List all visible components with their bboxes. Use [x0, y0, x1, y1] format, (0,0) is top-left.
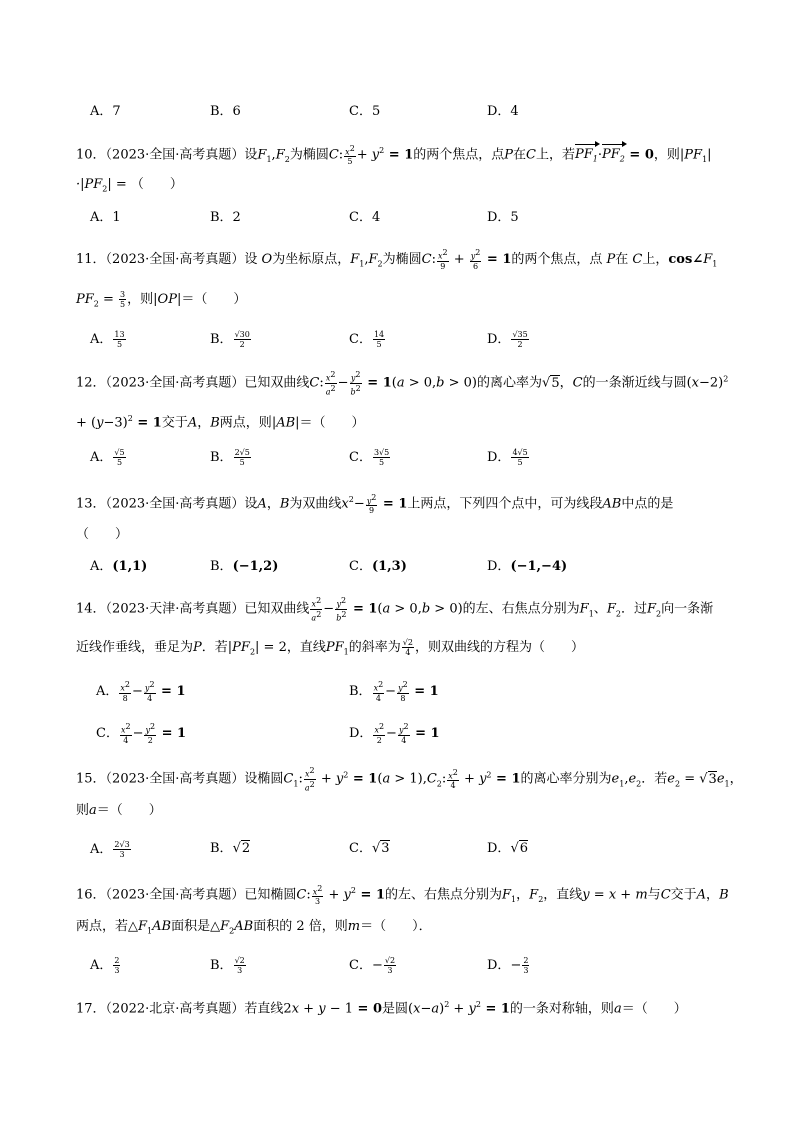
q9-option-b[interactable]: B．6	[210, 104, 241, 119]
q14-option-a[interactable]: A． $\frac{x^2}{8}$ − $\frac{y^2}{4}$ = 1	[96, 680, 186, 703]
q13-option-b[interactable]: B．(−1,2)	[210, 559, 279, 574]
q16-option-a[interactable]: A． $\frac{2}{3}$	[90, 956, 120, 975]
q11-stem-line2: $PF_2$ = $\frac{3}{5}$ ，则|OP|＝（ ）	[76, 290, 247, 309]
q16-stem-line1: 16．（2023·全国·高考真题）已知椭圆C: $\frac{x^2}{3}$ + $y^2 = 1$的左、右焦点分别为$F_1$，$F_2$，直线y = x + m与C交于A，B	[76, 883, 729, 907]
q10-option-c[interactable]: C．4	[349, 210, 381, 225]
q12-stem-line1: 12．（2023·全国·高考真题）已知双曲线C: $\frac{x^2}{a^2}$ − $\frac{y^2}{b^2}$ = 1(a > 0,b > 0)的离心率为√5，C的一条渐近线与圆$(x-2)^2$	[76, 370, 729, 397]
q12-option-b[interactable]: B． $\frac{2√5}{5}$	[210, 448, 250, 467]
q10-stem-line1: 10．（2023·全国·高考真题）设$F_1,F_2$为椭圆C: $\frac{x^2}{5}$ + $y^2 = 1$的两个焦点，点P在C上，若$PF_1\cdot PF_2 = 0$，则$|PF_1|$	[76, 142, 712, 169]
q14-option-d[interactable]: D． $\frac{x^2}{2}$ − $\frac{y^2}{4}$ = 1	[349, 722, 440, 745]
q9-option-a[interactable]: A．7	[90, 104, 121, 119]
q16-option-c[interactable]: C．− $\frac{√2}{3}$	[349, 956, 396, 975]
q14-stem-line1: 14．（2023·天津·高考真题）已知双曲线 $\frac{x^2}{a^2}$ − $\frac{y^2}{b^2}$ = 1(a > 0,b > 0)的左、右焦点分别为$F_1$、$F_2$．过$F_2$向一条渐	[76, 596, 714, 623]
q13-stem-line2: （ ）	[76, 527, 129, 542]
q9-option-d[interactable]: D．4	[487, 104, 519, 119]
q15-option-d[interactable]: D．√6	[487, 841, 529, 856]
q12-option-d[interactable]: D． $\frac{4√5}{5}$	[487, 448, 528, 467]
q11-stem-line1: 11．（2023·全国·高考真题）设 O为坐标原点，$F_1,F_2$为椭圆C: $\frac{x^2}{9}$ + $\frac{y^2}{6}$ = 1的两个焦点，点 P在 C上，$\cos\angle F_1$	[76, 248, 718, 271]
q15-option-a[interactable]: A． $\frac{2√3}{3}$	[90, 840, 130, 859]
q15-option-b[interactable]: B．√2	[210, 841, 251, 856]
q11-option-a[interactable]: A． $\frac{13}{5}$	[90, 330, 125, 349]
q13-option-c[interactable]: C．(1,3)	[349, 559, 407, 574]
q12-option-a[interactable]: A． $\frac{√5}{5}$	[90, 448, 125, 467]
q15-stem-line1: 15．（2023·全国·高考真题）设椭圆$C_1$: $\frac{x^2}{a^2}$ + $y^2 = 1(a > 1),C_2$: $\frac{x^2}{4}$ + $y^2 = 1$的离心率分别为$e_1,e_2$．若$e_2 = √3e_1$，	[76, 766, 743, 793]
q15-stem-line2: 则a＝（ ）	[76, 803, 162, 818]
q12-option-c[interactable]: C． $\frac{3√5}{5}$	[349, 448, 390, 467]
q14-stem-line2: 近线作垂线，垂足为P．若$|PF_2| = 2$，直线$PF_1$的斜率为 $\frac{√2}{4}$ ，则双曲线的方程为（ ）	[76, 638, 584, 657]
q13-stem-line1: 13．（2023·全国·高考真题）设A，B为双曲线$x^2-$ $\frac{y^2}{9}$ = 1上两点，下列四个点中，可为线段AB中点的是	[76, 492, 674, 516]
q16-stem-line2: 两点，若$\triangle F_1AB$面积是$\triangle F_2AB$面积的 2 倍，则m＝（ ）．	[76, 919, 432, 936]
q17-stem-line1: 17．（2022·北京·高考真题）若直线2x + y − 1 = 0是圆$(x-a)^2 + y^2 = 1$的一条对称轴，则a＝（ ）	[76, 1000, 687, 1017]
q14-option-c[interactable]: C． $\frac{x^2}{4}$ − $\frac{y^2}{2}$ = 1	[96, 722, 187, 745]
q13-option-a[interactable]: A．(1,1)	[90, 559, 148, 574]
q11-option-b[interactable]: B． $\frac{√30}{2}$	[210, 330, 250, 349]
q16-option-d[interactable]: D．− $\frac{2}{3}$	[487, 956, 529, 975]
q15-option-c[interactable]: C．√3	[349, 841, 390, 856]
q12-stem-line2: + $(y-3)^2 = 1$交于A，B两点，则|AB|＝（ ）	[76, 414, 365, 431]
q11-option-d[interactable]: D． $\frac{√35}{2}$	[487, 330, 528, 349]
q14-option-b[interactable]: B． $\frac{x^2}{4}$ − $\frac{y^2}{8}$ = 1	[349, 680, 439, 703]
q16-option-b[interactable]: B． $\frac{√2}{3}$	[210, 956, 245, 975]
q10-stem-line2: $\cdot|PF_2|$ = （ ）	[76, 177, 183, 194]
q9-option-c[interactable]: C．5	[349, 104, 381, 119]
q11-option-c[interactable]: C． $\frac{14}{5}$	[349, 330, 385, 349]
q10-option-d[interactable]: D．5	[487, 210, 519, 225]
q10-option-a[interactable]: A．1	[90, 210, 121, 225]
q13-option-d[interactable]: D．(−1,−4)	[487, 559, 568, 574]
q10-option-b[interactable]: B．2	[210, 210, 241, 225]
